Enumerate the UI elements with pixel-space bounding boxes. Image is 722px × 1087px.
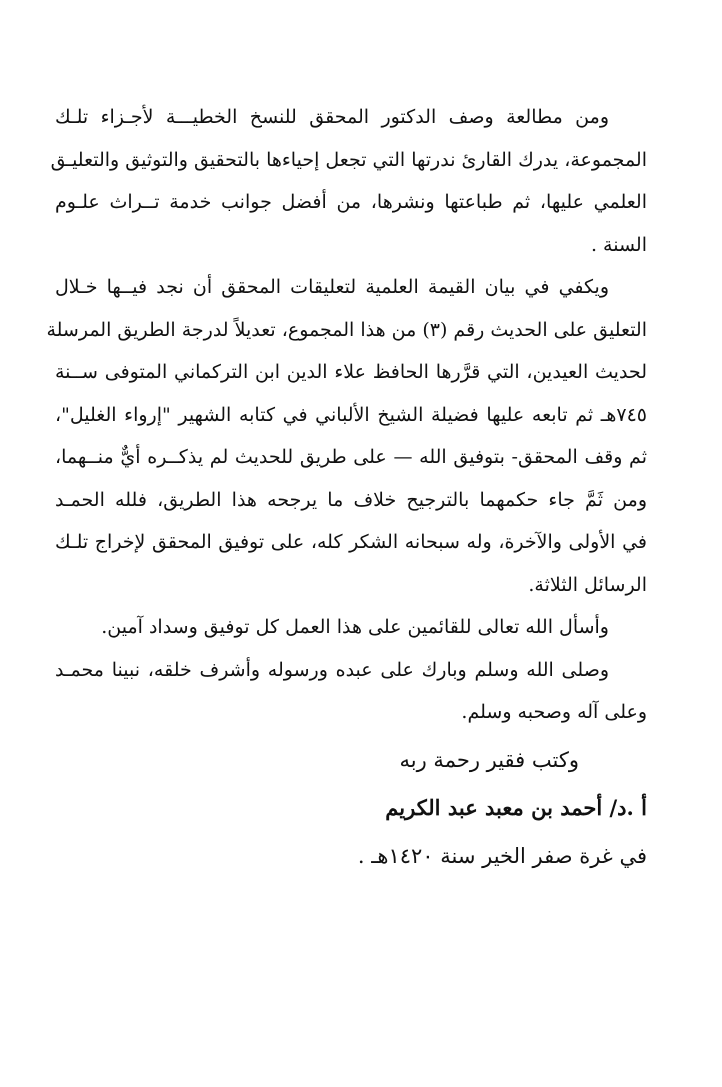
text-line: المجموعة، يدرك القارئ ندرتها التي تجعل إحياءها بالتحقيق والتوثيق والتعليـق xyxy=(50,148,647,171)
paragraph-prayer xyxy=(55,606,647,649)
text-line: ٧٤٥هـ ثم تابعه عليها فضيلة الشيخ الألباني في كتابه الشهير "إرواء الغليل"، xyxy=(55,403,647,426)
text-line: في الأولى والآخرة، وله سبحانه الشكر كله، على توفيق المحقق لإخراج تلـك xyxy=(55,531,647,553)
paragraph-manuscripts xyxy=(50,96,647,266)
paragraph-salutation xyxy=(55,649,647,734)
text-line: التعليق على الحديث رقم (٣) من هذا المجموع، تعديلاً لدرجة الطريق المرسلة xyxy=(46,318,647,341)
text-line: ومن ثَمَّ جاء حكمهما بالترجيح خلاف ما يرجحه هذا الطريق، فلله الحمـد xyxy=(55,488,647,511)
text-line: لحديث العيدين، التي قرَّرها الحافظ علاء الدين ابن التركماني المتوفى ســنة xyxy=(55,361,647,383)
document-page xyxy=(46,96,647,880)
paragraph-scholarly-value xyxy=(46,266,647,606)
signature-author-name: أ .د/ أحمد بن معبد عبد الكريم xyxy=(385,794,647,820)
text-line: الرسائل الثلاثة. xyxy=(528,573,647,596)
text-line: ومن مطالعة وصف الدكتور المحقق للنسخ الخطيـــة لأجـزاء تلـك xyxy=(55,106,609,128)
text-line: ثم وقف المحقق- بتوفيق الله — على طريق للحديث لم يذكــره أيٌّ منــهما، xyxy=(55,446,647,468)
text-line: ويكفي في بيان القيمة العلمية لتعليقات المحقق أن نجد فيــها خـلال xyxy=(55,276,609,298)
text-line: وأسأل الله تعالى للقائمين على هذا العمل كل توفيق وسداد آمين. xyxy=(101,616,609,638)
signature-intro: وكتب فقير رحمة ربه xyxy=(399,747,579,772)
text-line: وصلى الله وسلم وبارك على عبده ورسوله وأشرف خلقه، نبينا محمـد xyxy=(55,658,609,681)
signature-date: في غرة صفر الخير سنة ١٤٢٠هـ . xyxy=(357,843,647,868)
text-line: وعلى آله وصحبه وسلم. xyxy=(461,701,647,723)
text-line: العلمي عليها، ثم طباعتها ونشرها، من أفضل جوانب خدمة تــراث علـوم xyxy=(55,191,647,213)
text-line: السنة . xyxy=(590,233,647,256)
